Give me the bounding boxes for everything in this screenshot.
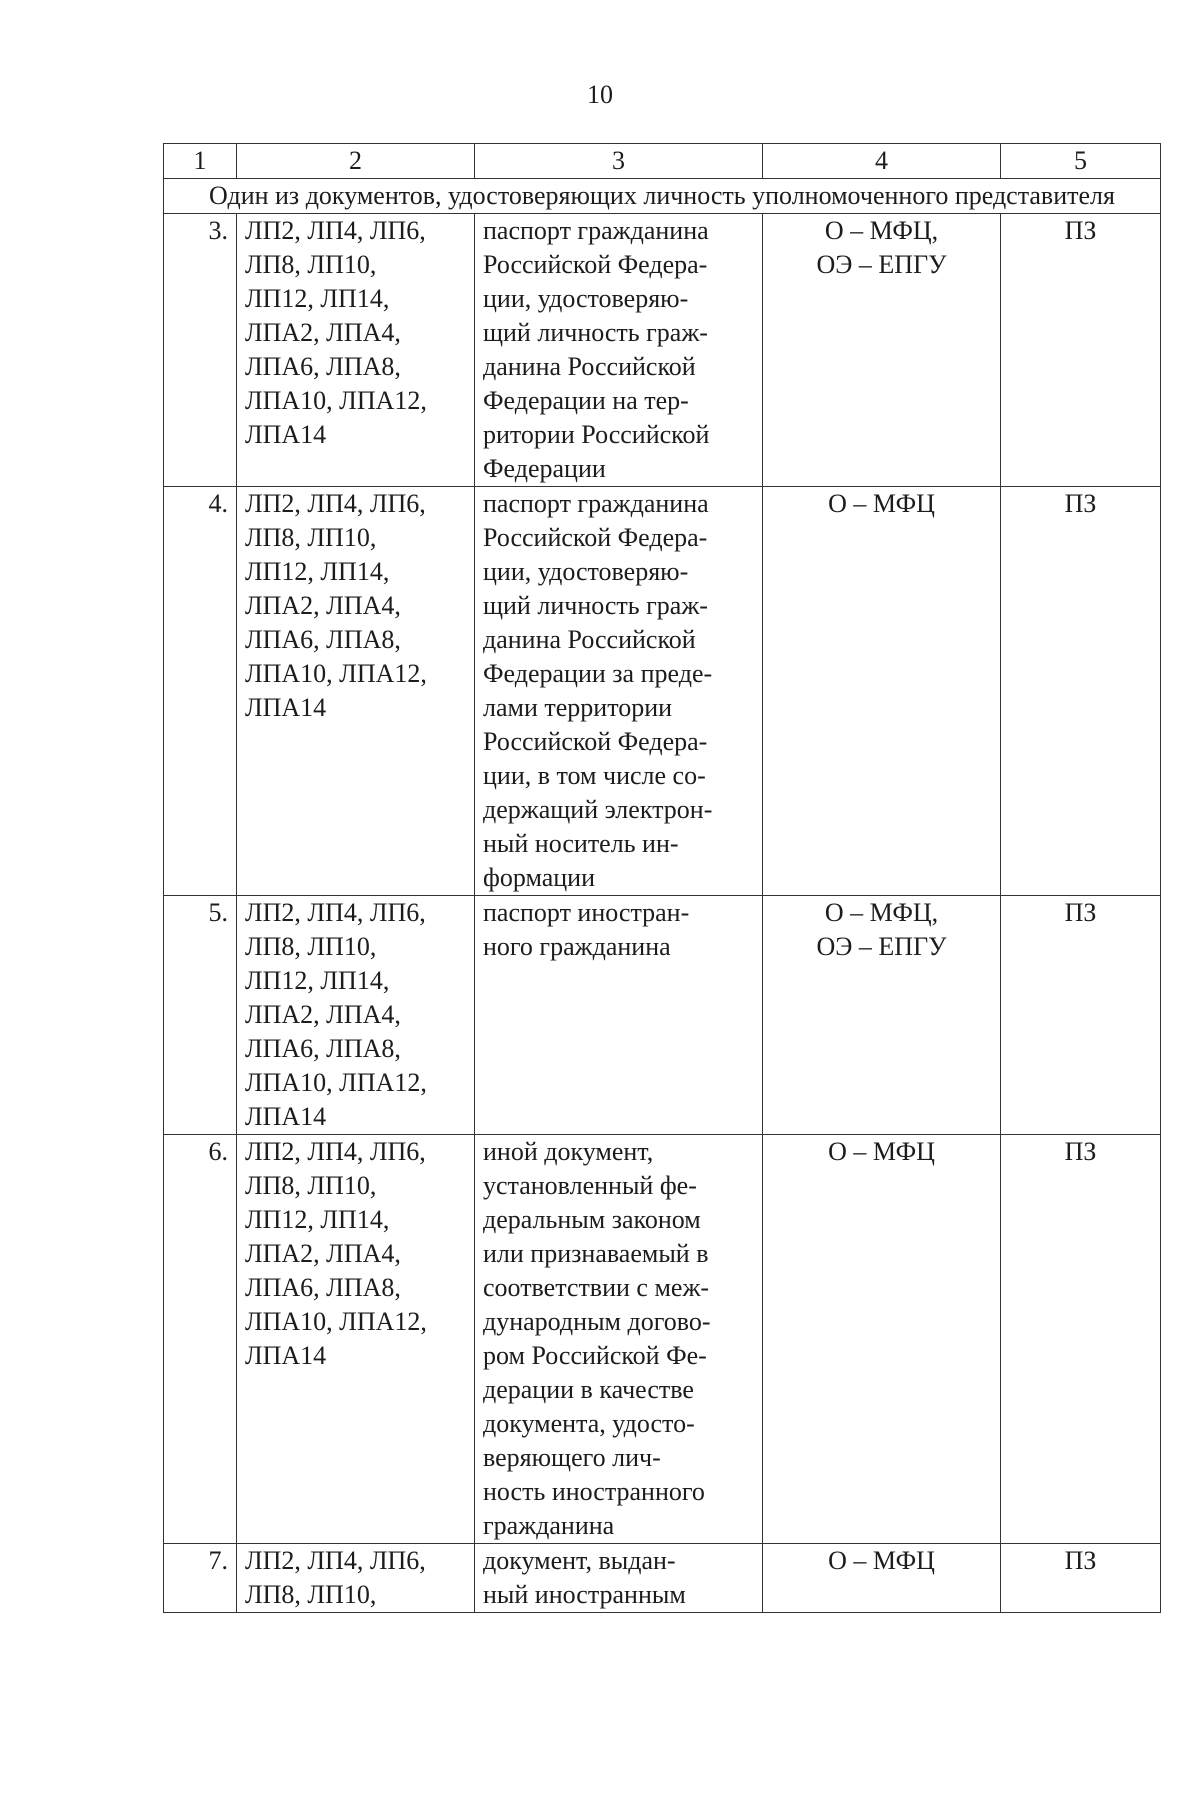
category-code-line: ЛПА14 xyxy=(245,420,327,449)
document-name-line: соответствии с меж- xyxy=(483,1273,710,1302)
document-name-line: паспорт гражданина xyxy=(483,216,709,245)
category-code-line: ЛПА6, ЛПА8, xyxy=(245,625,401,654)
category-code-line: ЛП2, ЛП4, ЛП6, xyxy=(245,489,426,518)
category-codes-cell xyxy=(237,487,475,896)
documents-table xyxy=(163,143,1161,1613)
category-code-line: ЛПА2, ЛПА4, xyxy=(245,318,401,347)
category-code-line: ЛПА14 xyxy=(245,1341,327,1370)
row-number: 4. xyxy=(164,487,237,896)
table-row xyxy=(164,896,1161,1135)
category-codes-cell xyxy=(237,214,475,487)
category-code-line: ЛП2, ЛП4, ЛП6, xyxy=(245,216,426,245)
document-name-line: документа, удосто- xyxy=(483,1409,695,1438)
document-name-line: Российской Федера- xyxy=(483,250,708,279)
document-name-cell xyxy=(475,896,763,1135)
document-name-line: лами территории xyxy=(483,693,673,722)
section-title: Один из документов, удостоверяющих личность уполномоченного представителя xyxy=(164,179,1161,214)
category-code-line: ЛП2, ЛП4, ЛП6, xyxy=(245,1546,426,1575)
document-name-line: паспорт иностран- xyxy=(483,898,690,927)
submission-method-cell xyxy=(763,487,1001,896)
category-code-line: ЛПА10, ЛПА12, xyxy=(245,1068,427,1097)
document-type-cell: ПЗ xyxy=(1001,1544,1161,1613)
document-name-line: дународным догово- xyxy=(483,1307,711,1336)
document-name-line: ритории Российской xyxy=(483,420,710,449)
document-name-line: дерации в качестве xyxy=(483,1375,694,1404)
document-name-line: щий личность граж- xyxy=(483,318,708,347)
submission-method-cell xyxy=(763,214,1001,487)
document-name-cell xyxy=(475,214,763,487)
document-name-line: ный носитель ин- xyxy=(483,829,679,858)
submission-method-cell xyxy=(763,896,1001,1135)
column-header: 2 xyxy=(237,144,475,179)
row-number: 3. xyxy=(164,214,237,487)
document-type-cell: ПЗ xyxy=(1001,896,1161,1135)
document-type-cell: ПЗ xyxy=(1001,487,1161,896)
document-name-line: гражданина xyxy=(483,1511,615,1540)
submission-method-line: О – МФЦ xyxy=(828,1137,935,1166)
category-code-line: ЛП8, ЛП10, xyxy=(245,250,377,279)
category-code-line: ЛПА14 xyxy=(245,693,327,722)
column-header: 3 xyxy=(475,144,763,179)
submission-method-cell xyxy=(763,1544,1001,1613)
category-code-line: ЛП12, ЛП14, xyxy=(245,966,390,995)
column-header: 5 xyxy=(1001,144,1161,179)
submission-method-line: О – МФЦ, xyxy=(824,898,939,927)
document-name-line: ции, удостоверяю- xyxy=(483,557,689,586)
column-number-header xyxy=(164,144,1161,179)
document-name-line: ного гражданина xyxy=(483,932,671,961)
table-body xyxy=(164,214,1161,1613)
category-code-line: ЛП12, ЛП14, xyxy=(245,1205,390,1234)
document-name-line: или признаваемый в xyxy=(483,1239,709,1268)
category-code-line: ЛПА10, ЛПА12, xyxy=(245,1307,427,1336)
document-name-line: держащий электрон- xyxy=(483,795,713,824)
category-codes-cell xyxy=(237,896,475,1135)
section-row xyxy=(164,179,1161,214)
document-name-line: формации xyxy=(483,863,596,892)
document-name-cell xyxy=(475,1544,763,1613)
category-codes-cell xyxy=(237,1544,475,1613)
category-code-line: ЛП8, ЛП10, xyxy=(245,1580,377,1609)
category-code-line: ЛП2, ЛП4, ЛП6, xyxy=(245,1137,426,1166)
row-number: 7. xyxy=(164,1544,237,1613)
document-name-line: ции, удостоверяю- xyxy=(483,284,689,313)
category-code-line: ЛПА2, ЛПА4, xyxy=(245,1000,401,1029)
category-code-line: ЛП12, ЛП14, xyxy=(245,284,390,313)
column-header: 1 xyxy=(164,144,237,179)
document-name-line: деральным законом xyxy=(483,1205,701,1234)
submission-method-line: О – МФЦ xyxy=(828,489,935,518)
document-name-line: данина Российской xyxy=(483,625,696,654)
category-code-line: ЛП8, ЛП10, xyxy=(245,523,377,552)
category-code-line: ЛПА2, ЛПА4, xyxy=(245,591,401,620)
document-name-line: ром Российской Фе- xyxy=(483,1341,707,1370)
document-name-line: данина Российской xyxy=(483,352,696,381)
submission-method-line: ОЭ – ЕПГУ xyxy=(816,250,947,279)
row-number: 6. xyxy=(164,1135,237,1544)
row-number: 5. xyxy=(164,896,237,1135)
category-code-line: ЛП2, ЛП4, ЛП6, xyxy=(245,898,426,927)
document-name-line: ность иностранного xyxy=(483,1477,705,1506)
table-row xyxy=(164,214,1161,487)
category-code-line: ЛПА10, ЛПА12, xyxy=(245,659,427,688)
category-code-line: ЛПА6, ЛПА8, xyxy=(245,352,401,381)
table-row xyxy=(164,487,1161,896)
table-row xyxy=(164,1544,1161,1613)
submission-method-line: О – МФЦ, xyxy=(824,216,939,245)
document-name-cell xyxy=(475,487,763,896)
document-name-line: щий личность граж- xyxy=(483,591,708,620)
document-name-line: Федерации за преде- xyxy=(483,659,713,688)
category-code-line: ЛПА6, ЛПА8, xyxy=(245,1034,401,1063)
submission-method-line: О – МФЦ xyxy=(828,1546,935,1575)
document-name-line: документ, выдан- xyxy=(483,1546,676,1575)
document-name-line: иной документ, xyxy=(483,1137,654,1166)
category-code-line: ЛПА6, ЛПА8, xyxy=(245,1273,401,1302)
submission-method-line: ОЭ – ЕПГУ xyxy=(816,932,947,961)
document-type-cell: ПЗ xyxy=(1001,1135,1161,1544)
document-name-line: Российской Федера- xyxy=(483,523,708,552)
document-name-line: веряющего лич- xyxy=(483,1443,661,1472)
document-name-line: ный иностранным xyxy=(483,1580,686,1609)
document-type-cell: ПЗ xyxy=(1001,214,1161,487)
table-row xyxy=(164,1135,1161,1544)
category-code-line: ЛПА10, ЛПА12, xyxy=(245,386,427,415)
document-name-line: Федерации xyxy=(483,454,606,483)
category-code-line: ЛП12, ЛП14, xyxy=(245,557,390,586)
category-code-line: ЛПА14 xyxy=(245,1102,327,1131)
document-name-line: установленный фе- xyxy=(483,1171,697,1200)
category-codes-cell xyxy=(237,1135,475,1544)
document-name-line: Федерации на тер- xyxy=(483,386,689,415)
category-code-line: ЛП8, ЛП10, xyxy=(245,932,377,961)
document-name-line: ции, в том числе со- xyxy=(483,761,706,790)
document-name-cell xyxy=(475,1135,763,1544)
document-name-line: Российской Федера- xyxy=(483,727,708,756)
submission-method-cell xyxy=(763,1135,1001,1544)
category-code-line: ЛП8, ЛП10, xyxy=(245,1171,377,1200)
document-name-line: паспорт гражданина xyxy=(483,489,709,518)
column-header: 4 xyxy=(763,144,1001,179)
category-code-line: ЛПА2, ЛПА4, xyxy=(245,1239,401,1268)
page-number: 10 xyxy=(587,80,613,109)
